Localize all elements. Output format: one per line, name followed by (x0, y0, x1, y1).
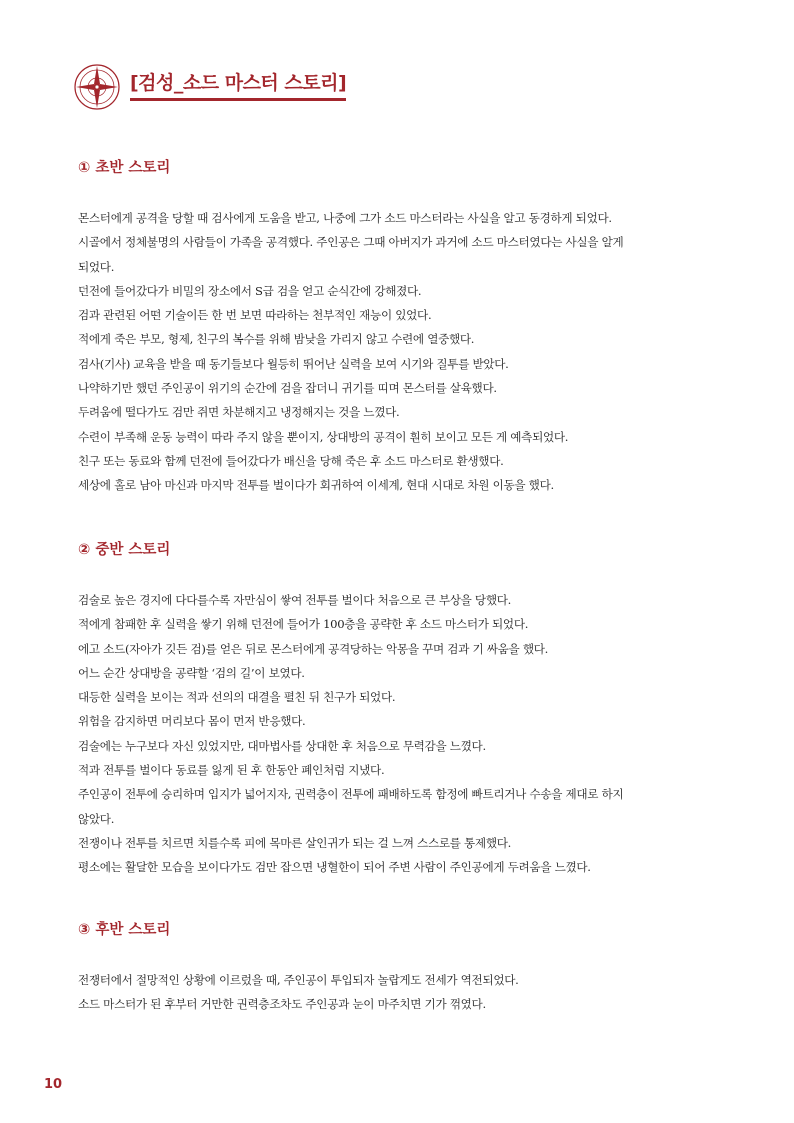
text-line: 두려움에 떨다가도 검만 쥐면 차분해지고 냉정해지는 것을 느꼈다. (78, 405, 400, 420)
text-line: 몬스터에게 공격을 당할 때 검사에게 도움을 받고, 나중에 그가 소드 마스터라는 사실을 알고 동경하게 되었다. (78, 211, 612, 225)
section-title: ① 초반 스토리 (78, 160, 171, 176)
page-header (72, 62, 346, 112)
section-early-story (78, 158, 728, 498)
text-line: 나약하기만 했던 주인공이 위기의 순간에 검을 잡더니 귀기를 띠며 몬스터를 살육했다. (78, 381, 497, 396)
section-late-story (78, 920, 728, 1017)
text-line: 시골에서 정체불명의 사람들이 가족을 공격했다. 주인공은 그때 아버지가 과거에 소드 마스터였다는 사실을 알게 (78, 235, 624, 250)
text-line: 던전에 들어갔다가 비밀의 장소에서 S급 검을 얻고 순식간에 강해졌다. (78, 283, 422, 298)
text-line: 전쟁이나 전투를 치르면 치를수록 피에 목마른 살인귀가 되는 걸 느껴 스스로를 통제했다. (78, 835, 512, 850)
text-line: 적에게 참패한 후 실력을 쌓기 위해 던전에 들어가 100층을 공략한 후 소드 마스터가 되었다. (78, 617, 529, 632)
text-line: 검과 관련된 어떤 기술이든 한 번 보면 따라하는 천부적인 재능이 있었다. (78, 308, 432, 323)
section-body (78, 968, 728, 1017)
text-line: 세상에 홀로 남아 마신과 마지막 전투를 벌이다가 회귀하여 이세계, 현대 시대로 차원 이동을 했다. (78, 478, 554, 493)
text-line: 검사(기사) 교육을 받을 때 동기들보다 월등히 뛰어난 실력을 보여 시기와 질투를 받았다. (78, 356, 509, 371)
text-line: 어느 순간 상대방을 공략할 ‘검의 길’이 보였다. (78, 665, 305, 680)
text-line: 평소에는 활달한 모습을 보이다가도 검만 잡으면 냉혈한이 되어 주변 사람이 주인공에게 두려움을 느꼈다. (78, 860, 591, 875)
text-line: 친구 또는 동료와 함께 던전에 들어갔다가 배신을 당해 죽은 후 소드 마스터로 환생했다. (78, 453, 504, 468)
section-title: ③ 후반 스토리 (78, 922, 171, 938)
text-line: 적에게 죽은 부모, 형제, 친구의 복수를 위해 밤낮을 가리지 않고 수련에 열중했다. (78, 332, 475, 347)
section-body (78, 588, 728, 880)
text-line: 소드 마스터가 된 후부터 거만한 권력층조차도 주인공과 눈이 마주치면 기가 꺾였다. (78, 997, 486, 1012)
text-line: 대등한 실력을 보이는 적과 선의의 대결을 펼친 뒤 친구가 되었다. (78, 690, 396, 705)
section-middle-story (78, 540, 728, 880)
section-body (78, 206, 728, 498)
page-number: 10 (44, 1077, 63, 1092)
text-line: 적과 전투를 벌이다 동료를 잃게 된 후 한동안 폐인처럼 지냈다. (78, 763, 385, 778)
text-line: 주인공이 전투에 승리하며 입지가 넓어지자, 권력층이 전투에 패배하도록 함정에 빠트리거나 수송을 제대로 하지 (78, 787, 624, 802)
text-line: 에고 소드(자아가 깃든 검)를 얻은 뒤로 몬스터에게 공격당하는 악몽을 꾸며 검과 기 싸움을 했다. (78, 641, 549, 656)
text-line: 검술에는 누구보다 자신 있었지만, 대마법사를 상대한 후 처음으로 무력감을 느꼈다. (78, 738, 486, 753)
text-line: 위험을 감지하면 머리보다 몸이 먼저 반응했다. (78, 714, 306, 729)
compass-rose-icon (72, 62, 122, 112)
text-line: 전쟁터에서 절망적인 상황에 이르렀을 때, 주인공이 투입되자 놀랍게도 전세가 역전되었다. (78, 973, 519, 987)
text-line: 않았다. (78, 811, 115, 826)
text-line: 되었다. (78, 259, 115, 274)
text-line: 수련이 부족해 운동 능력이 따라 주지 않을 뿐이지, 상대방의 공격이 훤히 보이고 모든 게 예측되었다. (78, 429, 569, 444)
text-line: 검술로 높은 경지에 다다를수록 자만심이 쌓여 전투를 벌이다 처음으로 큰 부상을 당했다. (78, 593, 512, 607)
page-title: [검성_소드 마스터 스토리] (130, 74, 346, 101)
section-title: ② 중반 스토리 (78, 542, 171, 558)
